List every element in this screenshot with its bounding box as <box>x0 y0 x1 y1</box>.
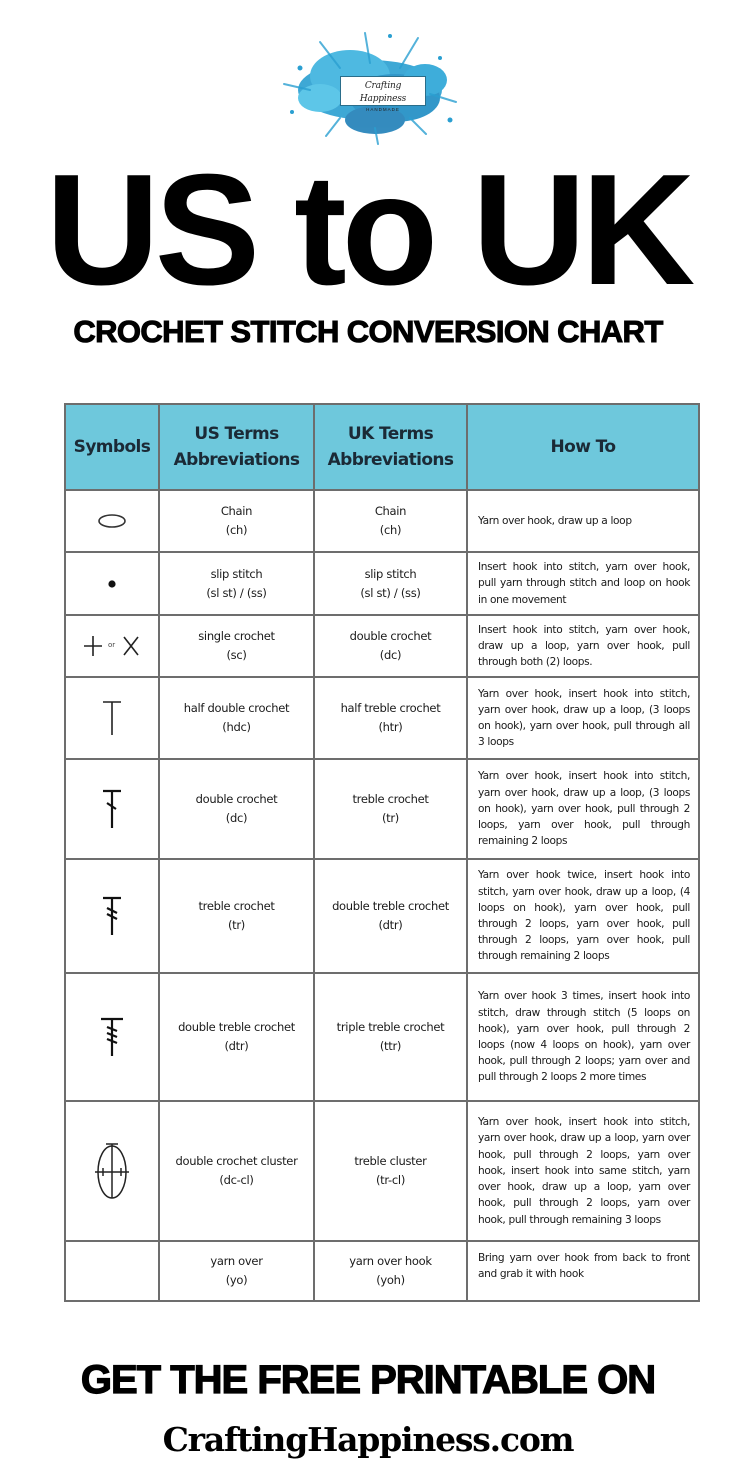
table-row <box>65 1101 699 1241</box>
uk-term-name: slip stitch <box>364 566 417 581</box>
uk-term-name: yarn over hook <box>349 1254 432 1268</box>
symbol-cell <box>65 677 159 759</box>
uk-term-abbr: (dtr) <box>378 918 403 932</box>
us-term-abbr: (sl st) / (ss) <box>206 585 267 600</box>
uk-term-cell <box>314 759 467 859</box>
symbol-cell <box>65 552 159 615</box>
us-term-name: double treble crochet <box>178 1020 295 1034</box>
treble-crochet-icon <box>101 895 123 937</box>
uk-term-cell <box>314 1241 467 1301</box>
table-row <box>65 759 699 859</box>
table-row <box>65 859 699 973</box>
header-us-line2: Abbreviations <box>173 450 300 470</box>
how-to-cell: Yarn over hook, insert hook into stitch, yarn over hook, draw up a loop, (3 loops on hook), yarn over hook, pull through all 3 loops <box>467 677 699 759</box>
header-us-line1: US Terms <box>194 424 279 444</box>
us-term-abbr: (dtr) <box>224 1039 249 1053</box>
how-to-cell: Yarn over hook, insert hook into stitch, yarn over hook, draw up a loop, yarn over hook, pull through 2 loops, yarn over hook, insert hook into same stitch, yarn over hook, draw up a loop, yarn over hook, pull through 2 loops, yarn over hook, pull through remaining 3 loops <box>467 1101 699 1241</box>
us-term-abbr: (tr) <box>227 918 245 932</box>
us-term-name: slip stitch <box>210 566 263 581</box>
table-row <box>65 552 699 615</box>
header-how-to: How To <box>467 404 699 490</box>
us-term-cell <box>159 759 314 859</box>
logo-tagline: HANDMADE <box>366 107 400 112</box>
uk-term-name: double treble crochet <box>332 899 449 913</box>
website-link[interactable]: CraftingHappiness.com <box>162 1420 574 1459</box>
symbol-cell <box>65 759 159 859</box>
header-uk-line1: UK Terms <box>347 424 434 444</box>
uk-term-abbr: (yoh) <box>376 1273 405 1287</box>
chain-oval-icon <box>97 513 127 529</box>
uk-term-name: double crochet <box>349 629 432 643</box>
us-term-name: single crochet <box>198 629 275 643</box>
us-term-name: half double crochet <box>183 701 290 715</box>
symbol-cell <box>65 973 159 1101</box>
uk-term-name: treble crochet <box>352 792 429 806</box>
brand-logo <box>280 28 460 146</box>
header-uk-line2: Abbreviations <box>327 450 454 470</box>
how-to-cell: Insert hook into stitch, yarn over hook, draw up a loop, yarn over hook, pull through both (2) loops. <box>467 615 699 677</box>
us-term-cell <box>159 490 314 552</box>
uk-term-cell <box>314 859 467 973</box>
us-term-name: double crochet <box>195 792 278 806</box>
page-title: US to UK <box>45 142 691 318</box>
how-to-cell: Yarn over hook 3 times, insert hook into stitch, draw through stitch (5 loops on hook), yarn over hook, pull through 2 loops (now 4 loops on hook), yarn over hook, pull through 2 loops; yarn over and pull through 2 loops 2 more times <box>467 973 699 1101</box>
uk-term-abbr: (dc) <box>379 648 402 662</box>
header-uk-terms <box>314 404 467 490</box>
us-term-abbr: (ch) <box>225 523 248 537</box>
printable-cta: GET THE FREE PRINTABLE ON <box>80 1358 656 1402</box>
uk-term-abbr: (ttr) <box>379 1039 402 1053</box>
double-treble-crochet-icon <box>100 1016 124 1058</box>
symbol-cell <box>65 1101 159 1241</box>
uk-term-cell <box>314 973 467 1101</box>
us-term-abbr: (dc) <box>225 811 248 825</box>
table-row <box>65 1241 699 1301</box>
how-to-cell: Yarn over hook, draw up a loop <box>467 490 699 552</box>
header-us-terms <box>159 404 314 490</box>
how-to-cell: Insert hook into stitch, yarn over hook, pull yarn through stitch and loop on hook in one movement <box>467 552 699 615</box>
table-row <box>65 615 699 677</box>
logo-label <box>340 76 426 112</box>
table-row <box>65 973 699 1101</box>
us-term-cell <box>159 1241 314 1301</box>
table-row <box>65 490 699 552</box>
plus-or-x-icon <box>80 633 144 659</box>
us-term-cell <box>159 615 314 677</box>
uk-term-name: triple treble crochet <box>336 1020 445 1034</box>
symbol-cell <box>65 859 159 973</box>
symbol-cell <box>65 1241 159 1301</box>
symbol-cell <box>65 615 159 677</box>
uk-term-name: Chain <box>374 504 407 518</box>
page-subtitle: CROCHET STITCH CONVERSION CHART <box>73 314 663 349</box>
us-term-name: double crochet cluster <box>175 1154 298 1168</box>
uk-term-cell <box>314 1101 467 1241</box>
logo-name: Crafting Happiness <box>359 81 407 104</box>
us-term-name: treble crochet <box>198 899 275 913</box>
symbol-cell <box>65 490 159 552</box>
how-to-cell: Yarn over hook twice, insert hook into stitch, yarn over hook, draw up a loop, (4 loops on hook), yarn over hook, pull through 2 loops, yarn over hook, pull through 2 loops, yarn over hook, pull through remaining 2 loops <box>467 859 699 973</box>
us-term-cell <box>159 552 314 615</box>
half-double-crochet-icon <box>101 699 123 737</box>
us-term-abbr: (sc) <box>226 648 247 662</box>
uk-term-name: treble cluster <box>354 1154 427 1168</box>
table-row <box>65 677 699 759</box>
us-term-name: yarn over <box>210 1254 263 1268</box>
uk-term-cell <box>314 677 467 759</box>
uk-term-abbr: (tr-cl) <box>375 1173 406 1187</box>
cluster-icon <box>93 1141 131 1201</box>
double-crochet-icon <box>101 788 123 830</box>
us-term-cell <box>159 859 314 973</box>
how-to-cell: Bring yarn over hook from back to front and grab it with hook <box>467 1241 699 1301</box>
us-term-cell <box>159 677 314 759</box>
us-term-name: Chain <box>220 504 253 518</box>
uk-term-abbr: (sl st) / (ss) <box>360 585 421 600</box>
how-to-cell: Yarn over hook, insert hook into stitch, yarn over hook, draw up a loop, (3 loops on hook), yarn over hook, pull through 2 loops, yarn over hook, pull through remaining 2 loops <box>467 759 699 859</box>
uk-term-abbr: (htr) <box>378 720 403 734</box>
or-label: or <box>108 641 116 649</box>
uk-term-abbr: (ch) <box>379 523 402 537</box>
us-term-abbr: (dc-cl) <box>219 1173 254 1187</box>
uk-term-name: half treble crochet <box>340 701 441 715</box>
uk-term-cell <box>314 490 467 552</box>
table-header-row <box>65 404 699 490</box>
us-term-abbr: (yo) <box>225 1273 248 1287</box>
uk-term-abbr: (tr) <box>381 811 399 825</box>
header-symbols: Symbols <box>65 404 159 490</box>
uk-term-cell <box>314 615 467 677</box>
conversion-table <box>64 403 700 1302</box>
slip-stitch-dot-icon <box>106 578 118 590</box>
us-term-cell <box>159 1101 314 1241</box>
us-term-cell <box>159 973 314 1101</box>
uk-term-cell <box>314 552 467 615</box>
us-term-abbr: (hdc) <box>222 720 251 734</box>
